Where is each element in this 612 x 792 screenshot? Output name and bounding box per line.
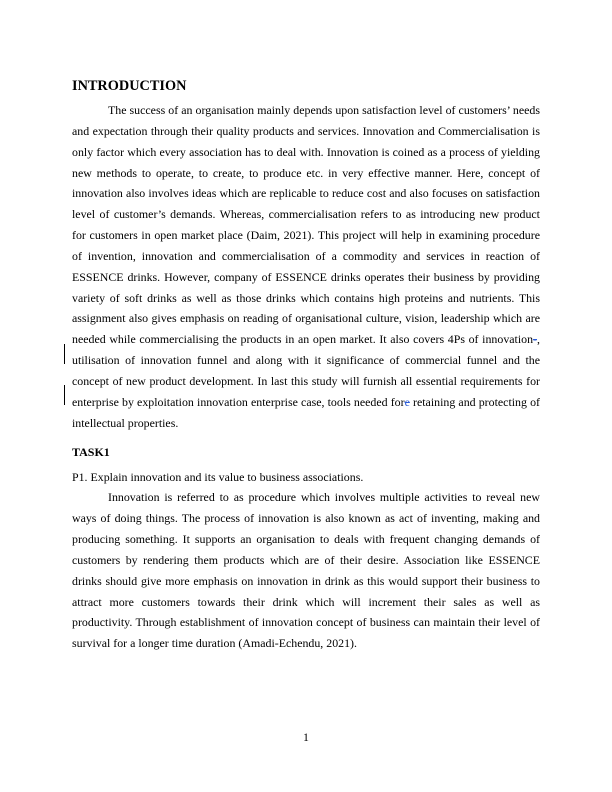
page-number: 1 (303, 730, 309, 744)
change-bar-2 (64, 385, 65, 405)
page-content (72, 77, 540, 654)
intro-text-1: The success of an organisation mainly depends upon satisfaction level of customers’ needs and expectation through their quality products and services. Innovation and Commercialisation is only factor which every association has to deal with. Innovation is coined as a process of yielding new methods to operate, to create, to produce etc. in very effective manner. Here, concept of innovation also involves ideas which are replicable to reduce cost and also focuses on satisfaction level of customer’s demands. Whereas, commercialisation refers to as introducing new product for customers in open market place (Daim, 2021). This project will help in examining procedure of invention, innovation and commercialisation of a commodity and services in reaction of ESSENCE drinks. However, company of ESSENCE drinks operates their business by providing variety of soft drinks as well as those drinks which contains high proteins and nutrients. This assignment also gives emphasis on reading of organisational culture, vision, leadership which are needed while commercialising the products in an open market. It also covers 4Ps of innovation (72, 103, 540, 347)
section-heading-introduction: INTRODUCTION (72, 78, 187, 94)
intro-text-3: retaining and protecting of intellectual properties. (72, 394, 540, 430)
introduction-paragraph (72, 100, 540, 434)
tracked-deletion-2: e (404, 394, 410, 409)
intro-text-2: , utilisation of innovation funnel and along with it significance of commercial funnel and the concept of new product development. In last this study will furnish all essential requirements for enterprise by exploitation innovation enterprise case, tools needed for (72, 332, 540, 409)
question-text: P1. Explain innovation and its value to business associations. (72, 469, 364, 484)
task-heading: TASK1 (72, 444, 110, 459)
answer-paragraph: Innovation is referred to as procedure which involves multiple activities to reveal new ways of doing things. The process of innovation is also known as act of inventing, making and producing something. It supports an organisation to deals with frequent changing demands of customers by rendering them products which are of their desire. Association like ESSENCE drinks should give more emphasis on innovation in drink as this would support their business to attract more customers towards their drink which will increment their sales as well as productivity. Through establishment of innovation concept of business can maintain their level of survival for a longer time duration (Amadi-Echendu, 2021). (72, 490, 540, 651)
change-bar-1 (64, 344, 65, 364)
tracked-deletion-1: - (533, 332, 538, 347)
